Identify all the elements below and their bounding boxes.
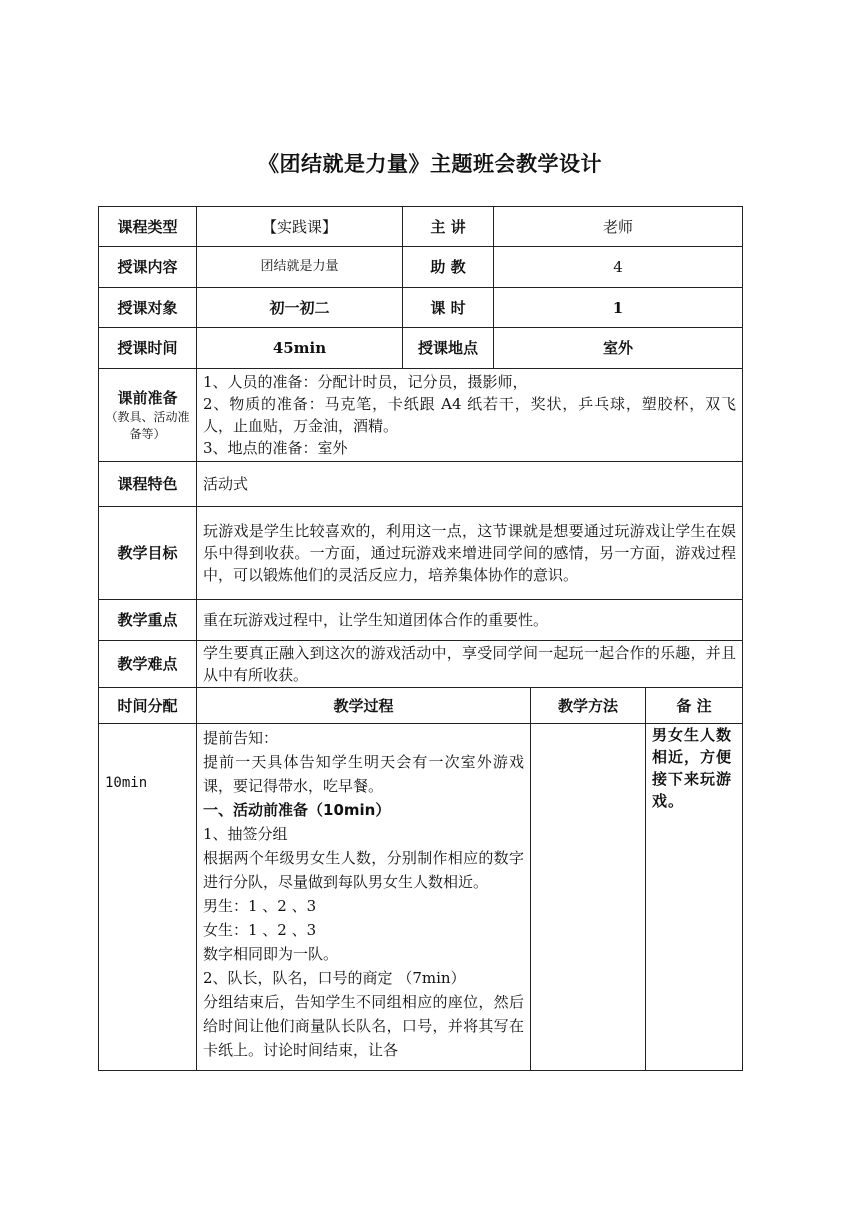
focus-value: 重在玩游戏过程中，让学生知道团体合作的重要性。 [197,600,743,641]
process-line: 1、抽签分组 [203,825,288,843]
row-feature [99,462,743,507]
process-line: 提前告知： [203,729,279,747]
focus-label: 教学重点 [99,600,197,641]
process-notes: 男女生人数相近，方便接下来玩游戏。 [646,724,743,1071]
row-process-header [99,688,743,724]
assistant-label: 助 教 [403,247,494,288]
audience-value: 初一初二 [197,288,403,328]
time-label: 授课时间 [99,328,197,369]
goal-value: 玩游戏是学生比较喜欢的，利用这一点，这节课就是想要通过玩游戏让学生在娱乐中得到收获。一方面，通过玩游戏来增进同学间的感情，另一方面，游戏过程中，可以锻炼他们的灵活反应力，培养集体协作的意识。 [197,507,743,600]
prep-line-3: 3、地点的准备：室外 [203,439,348,457]
col-notes-header: 备 注 [646,688,743,724]
feature-value: 活动式 [197,462,743,507]
process-method [531,724,646,1071]
prep-content [197,369,743,462]
lecturer-label: 主 讲 [403,207,494,247]
process-line: 数字相同即为一队。 [203,945,339,963]
difficulty-value: 学生要真正融入到这次的游戏活动中，享受同学间一起玩一起合作的乐趣，并且从中有所收获。 [197,641,743,688]
process-line: 根据两个年级男女生人数，分别制作相应的数字进行分队，尽量做到每队男女生人数相近。 [203,849,524,891]
process-line: 男生：1 、2 、3 [203,897,317,915]
content-label: 授课内容 [99,247,197,288]
course-type-value: 【实践课】 [197,207,403,247]
row-goal [99,507,743,600]
row-prep [99,369,743,462]
row-content [99,247,743,288]
process-line: 2、队长，队名，口号的商定 （7min） [203,969,466,987]
content-value: 团结就是力量 [197,247,403,288]
lecturer-value: 老师 [494,207,743,247]
col-method-header: 教学方法 [531,688,646,724]
process-time: 10min [99,724,197,1071]
periods-value: 1 [494,288,743,328]
row-focus [99,600,743,641]
time-value: 45min [197,328,403,369]
goal-label: 教学目标 [99,507,197,600]
row-time [99,328,743,369]
prep-label: 课前准备 [117,389,178,407]
row-process [99,724,743,1071]
process-line: 提前一天具体告知学生明天会有一次室外游戏课，要记得带水，吃早餐。 [203,753,524,795]
document-title: 《团结就是力量》主题班会教学设计 [258,152,602,176]
assistant-value: 4 [494,247,743,288]
row-difficulty [99,641,743,688]
feature-label: 课程特色 [99,462,197,507]
lesson-plan-table [98,206,743,1071]
prep-line-1: 1、人员的准备：分配计时员，记分员，摄影师， [203,373,528,391]
process-content [197,724,531,1071]
location-value: 室外 [494,328,743,369]
prep-sublabel: （教具、活动准备等） [105,410,190,441]
row-course-type [99,207,743,247]
process-heading: 一、活动前准备（10min） [203,801,391,819]
col-time-header: 时间分配 [99,688,197,724]
process-line: 分组结束后，告知学生不同组相应的座位，然后给时间让他们商量队长队名，口号，并将其写在卡纸上。讨论时间结束，让各 [203,993,524,1059]
process-line: 女生：1 、2 、3 [203,921,317,939]
course-type-label: 课程类型 [99,207,197,247]
periods-label: 课 时 [403,288,494,328]
row-audience [99,288,743,328]
audience-label: 授课对象 [99,288,197,328]
location-label: 授课地点 [403,328,494,369]
prep-line-2: 2、物质的准备：马克笔，卡纸跟 A4 纸若干，奖状，乒乓球，塑胶杯，双飞人，止血贴，万金油，酒精。 [203,395,737,435]
col-process-header: 教学过程 [197,688,531,724]
difficulty-label: 教学难点 [99,641,197,688]
prep-label-cell [99,369,197,462]
